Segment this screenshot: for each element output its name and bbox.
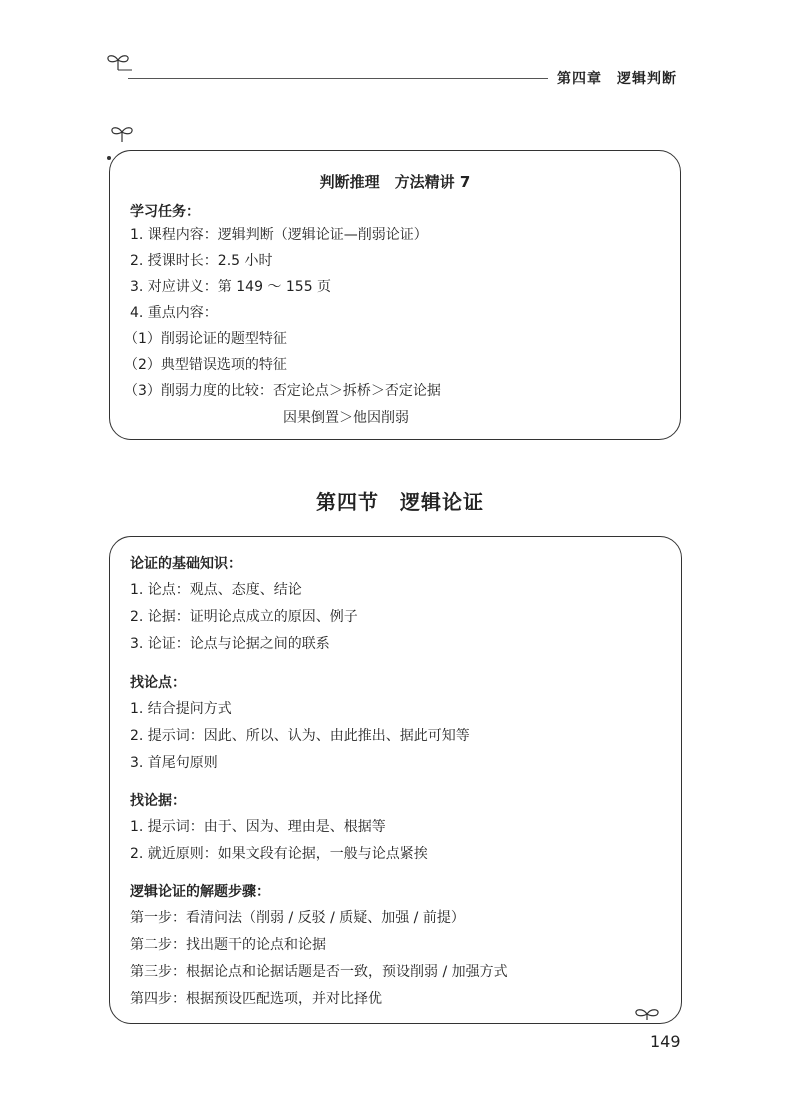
- section-title: 第四节 逻辑论证: [316, 490, 484, 514]
- task-line: 2. 授课时长：2.5 小时: [130, 253, 273, 269]
- argument-notes-box: [109, 536, 682, 1024]
- task-box-title: 判断推理 方法精讲 7: [319, 173, 471, 191]
- task-line: （2）典型错误选项的特征: [124, 357, 287, 373]
- sprout-ornament-icon: [631, 1002, 663, 1022]
- box-corner-dot: [107, 156, 111, 160]
- group-heading: 论证的基础知识：: [130, 556, 242, 572]
- group-line: 第四步：根据预设匹配选项，并对比择优: [130, 991, 382, 1007]
- group-line: 2. 提示词：因此、所以、认为、由此推出、据此可知等: [130, 728, 470, 744]
- group-line: 1. 提示词：由于、因为、理由是、根据等: [130, 819, 386, 835]
- group-line: 第三步：根据论点和论据话题是否一致，预设削弱 / 加强方式: [130, 964, 508, 980]
- group-heading: 找论点：: [130, 675, 186, 691]
- header-rule: [128, 78, 548, 79]
- group-heading: 逻辑论证的解题步骤：: [130, 884, 270, 900]
- group-line: 1. 结合提问方式: [130, 701, 232, 717]
- task-line: 4. 重点内容：: [130, 305, 218, 321]
- group-line: 2. 论据：证明论点成立的原因、例子: [130, 609, 358, 625]
- group-line: 1. 论点：观点、态度、结论: [130, 582, 302, 598]
- group-heading: 找论据：: [130, 793, 186, 809]
- running-header: [557, 68, 677, 88]
- page-number: 149: [650, 1032, 681, 1051]
- task-line: 因果倒置＞他因削弱: [283, 410, 409, 426]
- group-line: 第二步：找出题干的论点和论据: [130, 937, 326, 953]
- sprout-ornament-icon: [104, 52, 132, 72]
- learning-task-box: [109, 150, 681, 440]
- task-line: （3）削弱力度的比较：否定论点＞拆桥＞否定论据: [124, 383, 441, 399]
- task-line: 3. 对应讲义：第 149 ～ 155 页: [130, 279, 332, 295]
- task-line: （1）削弱论证的题型特征: [124, 331, 287, 347]
- group-line: 3. 首尾句原则: [130, 755, 218, 771]
- sprout-ornament-icon: [108, 124, 136, 144]
- chapter-number: 第四章: [557, 71, 602, 87]
- task-heading: 学习任务：: [130, 204, 200, 220]
- group-line: 3. 论证：论点与论据之间的联系: [130, 636, 330, 652]
- group-line: 第一步：看清问法（削弱 / 反驳 / 质疑、加强 / 前提）: [130, 910, 465, 926]
- chapter-title: 逻辑判断: [617, 71, 677, 87]
- task-line: 1. 课程内容：逻辑判断（逻辑论证—削弱论证）: [130, 227, 428, 243]
- group-line: 2. 就近原则：如果文段有论据，一般与论点紧挨: [130, 846, 428, 862]
